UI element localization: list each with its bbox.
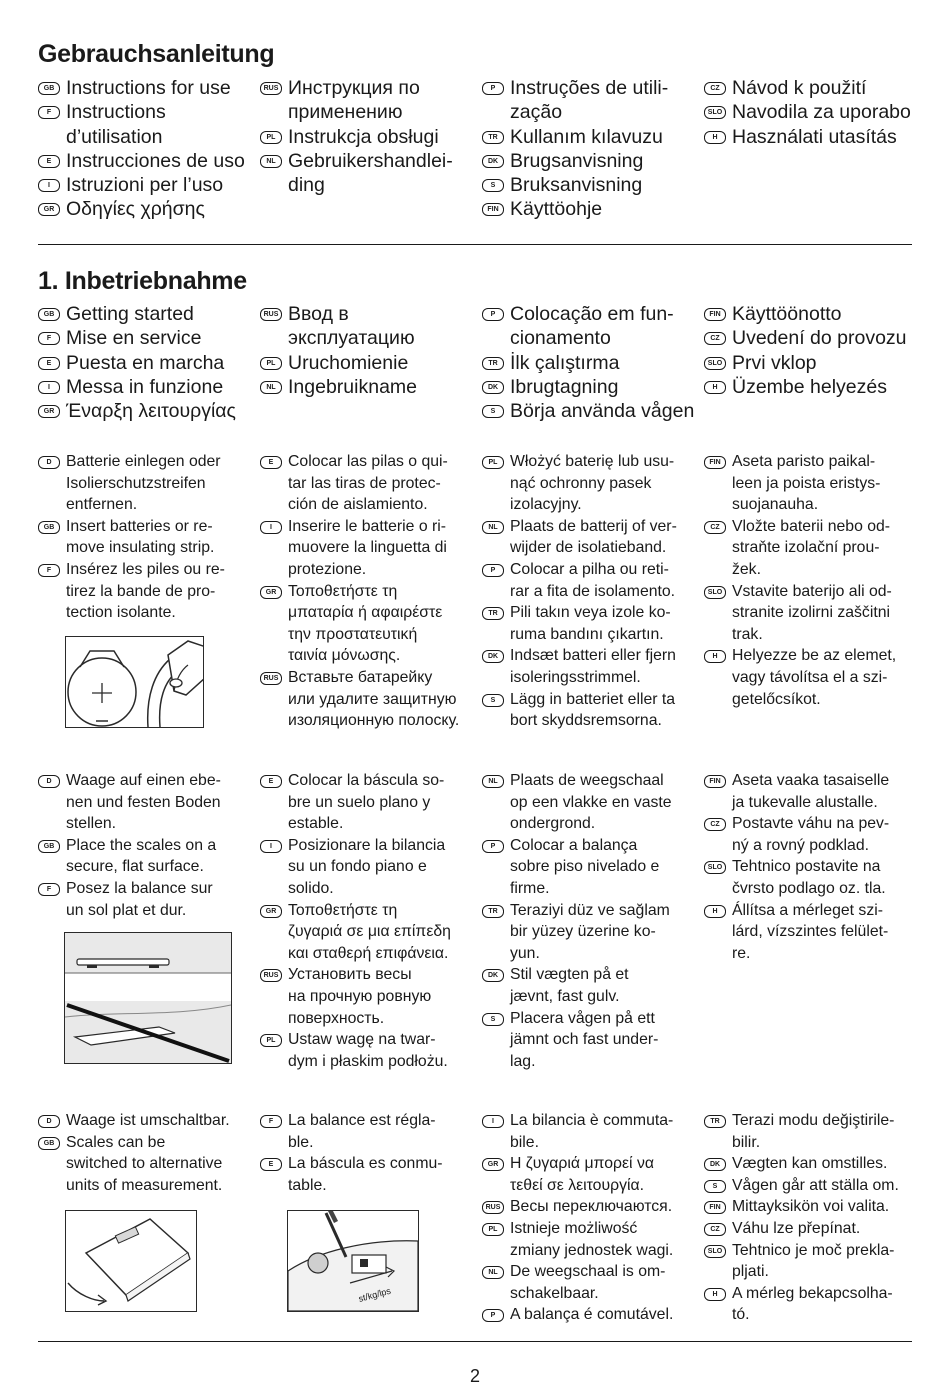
language-code-badge: P (482, 82, 504, 95)
language-text: Uruchomienie (288, 351, 409, 374)
language-text: Ustaw wagę na twar- dym i płaskim podłożu. (288, 1031, 448, 1070)
language-text: Весы переключаются. (510, 1198, 673, 1216)
language-entry (260, 667, 475, 732)
language-code-badge: P (482, 840, 504, 853)
language-text: Instrucciones de uso (66, 149, 245, 172)
language-text: Colocar las pilas o qui- tar las tiras de protec- ción de aislamiento. (288, 453, 448, 514)
language-text: La balance est régla- ble. (288, 1112, 436, 1151)
language-entry (482, 76, 697, 125)
batteries-col-3 (482, 451, 697, 732)
language-code-badge: S (704, 1180, 726, 1193)
language-code-badge: GB (38, 308, 60, 321)
title-col-4 (704, 76, 919, 149)
language-code-badge: RUS (260, 82, 282, 95)
language-entry (38, 173, 258, 197)
language-text: Instrukcja obsługi (288, 125, 439, 148)
language-entry (482, 197, 697, 221)
section-col-3 (482, 302, 697, 423)
language-entry (704, 76, 919, 100)
language-entry (482, 1304, 697, 1326)
units-col-1 (38, 1110, 253, 1196)
language-text: Instructions for use (66, 77, 231, 99)
language-entry (260, 581, 475, 667)
section-title: 1. Inbetriebnahme (38, 267, 247, 295)
units-col-3 (482, 1110, 697, 1326)
page-title: Gebrauchsanleitung (38, 40, 275, 68)
language-entry (260, 125, 475, 149)
language-code-badge: GR (38, 405, 60, 418)
language-text: Helyezze be az elemet, vagy távolítsa el a szi- getelőcsíkot. (732, 647, 897, 708)
language-text: Ibrugtagning (510, 375, 619, 398)
language-text: Aseta paristo paikal- leen ja poista eristys- suojanauha. (732, 453, 881, 514)
units-col-2 (260, 1110, 475, 1196)
language-text: A balança é comutável. (510, 1306, 674, 1324)
language-text: Käyttöönotto (732, 303, 842, 325)
language-text: Instruções de utili- zação (510, 77, 669, 124)
language-code-badge: E (38, 155, 60, 168)
language-code-badge: FIN (704, 308, 726, 321)
language-entry (704, 1175, 919, 1197)
language-entry (482, 689, 697, 732)
language-entry (704, 326, 919, 350)
language-code-badge: NL (482, 521, 504, 534)
language-entry (482, 559, 697, 602)
language-text: Τοποθετήστε τη μπαταρία ή αφαιρέστε την προστατευτική ταινία μόνωσης. (288, 582, 443, 665)
language-text: La bilancia è commuta- bile. (510, 1112, 674, 1151)
language-code-badge: TR (482, 607, 504, 620)
language-entry (38, 197, 258, 221)
language-code-badge: SLO (704, 357, 726, 370)
language-text: Váhu lze přepínat. (732, 1219, 861, 1237)
unit-switch-illustration (287, 1210, 419, 1312)
language-entry (704, 125, 919, 149)
language-entry (482, 173, 697, 197)
language-code-badge: D (38, 456, 60, 469)
language-text: Insérez les piles ou re- tirez la bande de pro- tection isolante. (66, 560, 225, 622)
language-text: Terazi modu değiştirile- bilir. (732, 1112, 895, 1151)
language-entry (38, 375, 258, 399)
title-col-3 (482, 76, 697, 222)
language-entry (482, 645, 697, 688)
language-code-badge: I (260, 840, 282, 853)
language-code-badge: CZ (704, 1223, 726, 1236)
language-text: Teraziyi düz ve sağlam bir yüzey üzerine ko- yun. (510, 901, 670, 962)
language-code-badge: CZ (704, 818, 726, 831)
batteries-col-2 (260, 451, 475, 732)
language-entry (38, 399, 258, 423)
language-entry (704, 100, 919, 124)
section-col-2 (260, 302, 475, 399)
language-entry (38, 149, 258, 173)
language-code-badge: I (38, 179, 60, 192)
language-code-badge: E (38, 357, 60, 370)
surface-col-1 (38, 770, 253, 921)
language-code-badge: TR (482, 905, 504, 918)
scale-flip-illustration (65, 1210, 197, 1312)
language-code-badge: GR (482, 1158, 504, 1171)
language-code-badge: PL (482, 1223, 504, 1236)
language-text: Brugsanvisning (510, 149, 644, 172)
language-code-badge: DK (482, 969, 504, 982)
language-code-badge: RUS (482, 1201, 504, 1214)
language-text: Návod k použití (732, 77, 867, 99)
language-entry (704, 351, 919, 375)
language-entry (260, 1110, 475, 1153)
language-code-badge: GR (260, 586, 282, 599)
language-code-badge: TR (482, 357, 504, 370)
language-entry (704, 302, 919, 326)
battery-illustration (65, 636, 204, 728)
section-col-1 (38, 302, 258, 423)
language-code-badge: P (482, 1309, 504, 1322)
language-entry (482, 835, 697, 900)
title-col-1 (38, 76, 258, 222)
language-code-badge: P (482, 308, 504, 321)
language-code-badge: NL (482, 775, 504, 788)
language-code-badge: S (482, 405, 504, 418)
language-text: Posizionare la bilancia su un fondo piano e solido. (288, 836, 446, 897)
language-code-badge: NL (260, 381, 282, 394)
language-code-badge: S (482, 179, 504, 192)
language-entry (260, 1029, 475, 1072)
language-text: La báscula es conmu- table. (288, 1155, 443, 1194)
batteries-col-1 (38, 451, 253, 624)
language-code-badge: GB (38, 82, 60, 95)
language-entry (704, 1196, 919, 1218)
language-text: Ingebruikname (288, 375, 417, 398)
language-code-badge: NL (260, 155, 282, 168)
language-text: Börja använda vågen (510, 400, 695, 423)
language-entry (38, 1110, 253, 1132)
language-text: Ввод в эксплуатацию (288, 303, 415, 350)
language-entry (260, 835, 475, 900)
language-entry (482, 964, 697, 1007)
language-code-badge: H (704, 1288, 726, 1301)
language-code-badge: NL (482, 1266, 504, 1279)
language-entry (482, 302, 697, 351)
language-code-badge: P (482, 564, 504, 577)
language-entry (482, 149, 697, 173)
language-text: Τοποθετήστε τη ζυγαριά σε μια επίπεδη και σταθερή επιφάνεια. (288, 901, 451, 962)
language-code-badge: PL (260, 131, 282, 144)
language-code-badge: SLO (704, 861, 726, 874)
unit-switch-label: st/kg/lps (357, 1285, 392, 1304)
language-entry (38, 516, 253, 559)
language-entry (704, 770, 919, 813)
language-text: A mérleg bekapcsolha- tó. (732, 1284, 893, 1324)
language-entry (260, 149, 475, 198)
language-code-badge: DK (704, 1158, 726, 1171)
language-entry (38, 100, 258, 149)
language-code-badge: RUS (260, 672, 282, 685)
language-entry (482, 770, 697, 835)
language-code-badge: FIN (704, 456, 726, 469)
language-text: Käyttöohje (510, 198, 603, 221)
language-text: Place the scales on a secure, flat surface. (66, 836, 217, 876)
language-entry (260, 516, 475, 581)
language-text: Placera vågen på ett jämnt och fast under- lag. (510, 1009, 659, 1070)
language-entry (260, 351, 475, 375)
language-code-badge: GB (38, 1137, 60, 1150)
language-code-badge: TR (704, 1115, 726, 1128)
language-code-badge: I (482, 1115, 504, 1128)
language-entry (482, 1261, 697, 1304)
language-code-badge: SLO (704, 1245, 726, 1258)
language-text: Οδηγίες χρήσης (66, 198, 205, 221)
language-code-badge: GR (260, 905, 282, 918)
language-code-badge: CZ (704, 521, 726, 534)
language-entry (704, 516, 919, 581)
language-entry (482, 900, 697, 965)
language-text: Waage auf einen ebe- nen und festen Boden stellen. (66, 772, 221, 833)
language-entry (38, 302, 258, 326)
language-text: Prvi vklop (732, 351, 817, 374)
language-code-badge: D (38, 775, 60, 788)
language-text: Aseta vaaka tasaiselle ja tukevalle alustalle. (732, 772, 890, 811)
language-text: Batterie einlegen oder Isolierschutzstreifen entfernen. (66, 453, 221, 514)
language-text: Mittayksikön voi valita. (732, 1198, 890, 1216)
language-code-badge: PL (260, 357, 282, 370)
language-text: Állítsa a mérleget szi- lárd, vízszintes felület- re. (732, 901, 889, 962)
language-text: Istnieje możliwość zmiany jednostek wagi. (510, 1219, 674, 1259)
language-code-badge: CZ (704, 82, 726, 95)
language-text: Plaats de batterij of ver- wijder de isolatieband. (510, 517, 677, 557)
language-text: Colocar a pilha ou reti- rar a fita de isolamento. (510, 560, 676, 600)
language-entry (704, 1218, 919, 1240)
language-text: Istruzioni per l’uso (66, 174, 224, 197)
language-code-badge: F (38, 106, 60, 119)
language-text: Włożyć baterię lub usu- nąć ochronny pasek izolacyjny. (510, 453, 675, 514)
language-text: Stil vægten på et jævnt, fast gulv. (510, 966, 629, 1005)
language-code-badge: S (482, 694, 504, 707)
language-text: Waage ist umschaltbar. (66, 1112, 230, 1129)
language-entry (260, 76, 475, 125)
language-entry (38, 351, 258, 375)
language-code-badge: H (704, 381, 726, 394)
language-code-badge: I (260, 521, 282, 534)
language-code-badge: DK (482, 155, 504, 168)
language-code-badge: FIN (482, 203, 504, 216)
language-entry (704, 1240, 919, 1283)
language-entry (260, 1153, 475, 1196)
divider-top (38, 244, 912, 245)
language-code-badge: GR (38, 203, 60, 216)
language-text: Colocar a balança sobre piso nivelado e firme. (510, 836, 660, 897)
language-code-badge: H (704, 650, 726, 663)
language-code-badge: F (260, 1115, 282, 1128)
language-entry (38, 559, 253, 624)
language-text: Vložte baterii nebo od- straňte izolační prou- žek. (732, 517, 891, 578)
language-text: Вставьте батарейку или удалите защитную изоляционную полоску. (288, 668, 460, 730)
surface-col-3 (482, 770, 697, 1072)
language-entry (38, 1132, 253, 1197)
language-entry (704, 645, 919, 710)
language-entry (482, 375, 697, 399)
language-entry (482, 1153, 697, 1196)
page-number: 2 (469, 1366, 480, 1386)
language-code-badge: F (38, 332, 60, 345)
language-text: Indsæt batteri eller fjern isoleringsstrimmel. (510, 647, 676, 686)
language-text: Colocação em fun- cionamento (510, 303, 674, 350)
language-text: Gebruikershandlei- ding (288, 149, 453, 197)
language-code-badge: SLO (704, 106, 726, 119)
language-entry (482, 1110, 697, 1153)
language-entry (38, 451, 253, 516)
language-entry (704, 451, 919, 516)
language-entry (482, 125, 697, 149)
language-text: Έναρξη λειτουργίας (66, 400, 236, 423)
language-text: Vstavite baterijo ali od- stranite izolirni zaščitni trak. (732, 582, 892, 643)
language-entry (260, 964, 475, 1029)
language-text: Установить весы на прочную ровную поверхность. (288, 966, 432, 1027)
language-text: Инструкция по применению (288, 77, 420, 124)
language-entry (704, 581, 919, 646)
language-text: Tehtnico postavite na čvrsto podlago oz. tla. (732, 858, 886, 897)
language-entry (38, 76, 258, 100)
language-entry (704, 900, 919, 965)
language-entry (260, 302, 475, 351)
language-text: Messa in funzione (66, 375, 224, 398)
language-text: Tehtnico je moč prekla- pljati. (732, 1241, 895, 1281)
language-code-badge: DK (482, 381, 504, 394)
language-text: Colocar la báscula so- bre un suelo plano y estable. (288, 772, 445, 833)
language-code-badge: F (38, 883, 60, 896)
language-entry (482, 1196, 697, 1218)
language-text: Postavte váhu na pev- ný a rovný podklad. (732, 815, 890, 854)
language-text: Η ζυγαριά μπορεί να τεθεί σε λειτουργία. (510, 1155, 654, 1194)
language-entry (482, 516, 697, 559)
language-text: Bruksanvisning (510, 174, 643, 197)
language-entry (704, 813, 919, 856)
language-text: Mise en service (66, 327, 202, 350)
language-text: Navodila za uporabo (732, 101, 911, 124)
units-col-4 (704, 1110, 919, 1326)
language-code-badge: H (704, 905, 726, 918)
language-entry (482, 399, 697, 423)
language-entry (38, 878, 253, 921)
language-code-badge: E (260, 456, 282, 469)
spacer (38, 758, 912, 759)
language-entry (704, 1153, 919, 1175)
language-text: Getting started (66, 303, 194, 325)
surface-col-4 (704, 770, 919, 964)
surface-illustration (64, 932, 232, 1064)
language-entry (704, 375, 919, 399)
language-code-badge: FIN (704, 1201, 726, 1214)
language-text: Lägg in batteriet eller ta bort skyddsremsorna. (510, 690, 676, 730)
language-entry (704, 1283, 919, 1326)
language-entry (38, 770, 253, 835)
language-entry (260, 770, 475, 835)
language-entry (482, 1008, 697, 1073)
language-code-badge: F (38, 564, 60, 577)
title-col-2 (260, 76, 475, 197)
language-code-badge: TR (482, 131, 504, 144)
language-code-badge: I (38, 381, 60, 394)
batteries-col-4 (704, 451, 919, 710)
language-text: Scales can be switched to alternative units of measurement. (66, 1133, 223, 1194)
language-text: Puesta en marcha (66, 351, 225, 374)
language-code-badge: D (38, 1115, 60, 1128)
language-text: Inserire le batterie o ri- muovere la linguetta di protezione. (288, 517, 447, 578)
divider-bottom (38, 1341, 912, 1342)
language-text: Üzembe helyezés (732, 375, 887, 398)
section-col-4 (704, 302, 919, 399)
language-code-badge: S (482, 1013, 504, 1026)
language-text: Kullanım kılavuzu (510, 125, 663, 148)
language-entry (482, 1218, 697, 1261)
language-text: Vågen går att ställa om. (732, 1176, 899, 1194)
language-entry (38, 835, 253, 878)
language-entry (260, 375, 475, 399)
language-code-badge: RUS (260, 969, 282, 982)
language-text: Instructions d’utilisation (66, 101, 166, 148)
language-code-badge: GB (38, 840, 60, 853)
language-text: Vægten kan omstilles. (732, 1155, 888, 1173)
language-entry (260, 900, 475, 965)
language-text: Uvedení do provozu (732, 327, 907, 350)
language-text: Használati utasítás (732, 125, 897, 148)
language-entry (482, 351, 697, 375)
language-entry (704, 856, 919, 899)
language-code-badge: E (260, 775, 282, 788)
language-text: De weegschaal is om- schakelbaar. (510, 1263, 666, 1302)
surface-col-2 (260, 770, 475, 1072)
language-code-badge: H (704, 131, 726, 144)
language-text: Plaats de weegschaal op een vlakke en vaste ondergrond. (510, 772, 672, 833)
language-text: Pili takın veya izole ko- ruma bandını çıkartın. (510, 604, 671, 643)
language-code-badge: RUS (260, 308, 282, 321)
language-text: Insert batteries or re- move insulating strip. (66, 517, 215, 557)
language-code-badge: FIN (704, 775, 726, 788)
language-text: İlk çalıştırma (510, 351, 620, 374)
language-code-badge: E (260, 1158, 282, 1171)
language-code-badge: PL (482, 456, 504, 469)
language-entry (38, 326, 258, 350)
language-text: Posez la balance sur un sol plat et dur. (66, 879, 213, 919)
language-entry (482, 451, 697, 516)
language-entry (482, 602, 697, 645)
language-entry (260, 451, 475, 516)
language-code-badge: SLO (704, 586, 726, 599)
language-code-badge: GB (38, 521, 60, 534)
language-entry (704, 1110, 919, 1153)
language-code-badge: PL (260, 1034, 282, 1047)
language-code-badge: DK (482, 650, 504, 663)
language-code-badge: CZ (704, 332, 726, 345)
